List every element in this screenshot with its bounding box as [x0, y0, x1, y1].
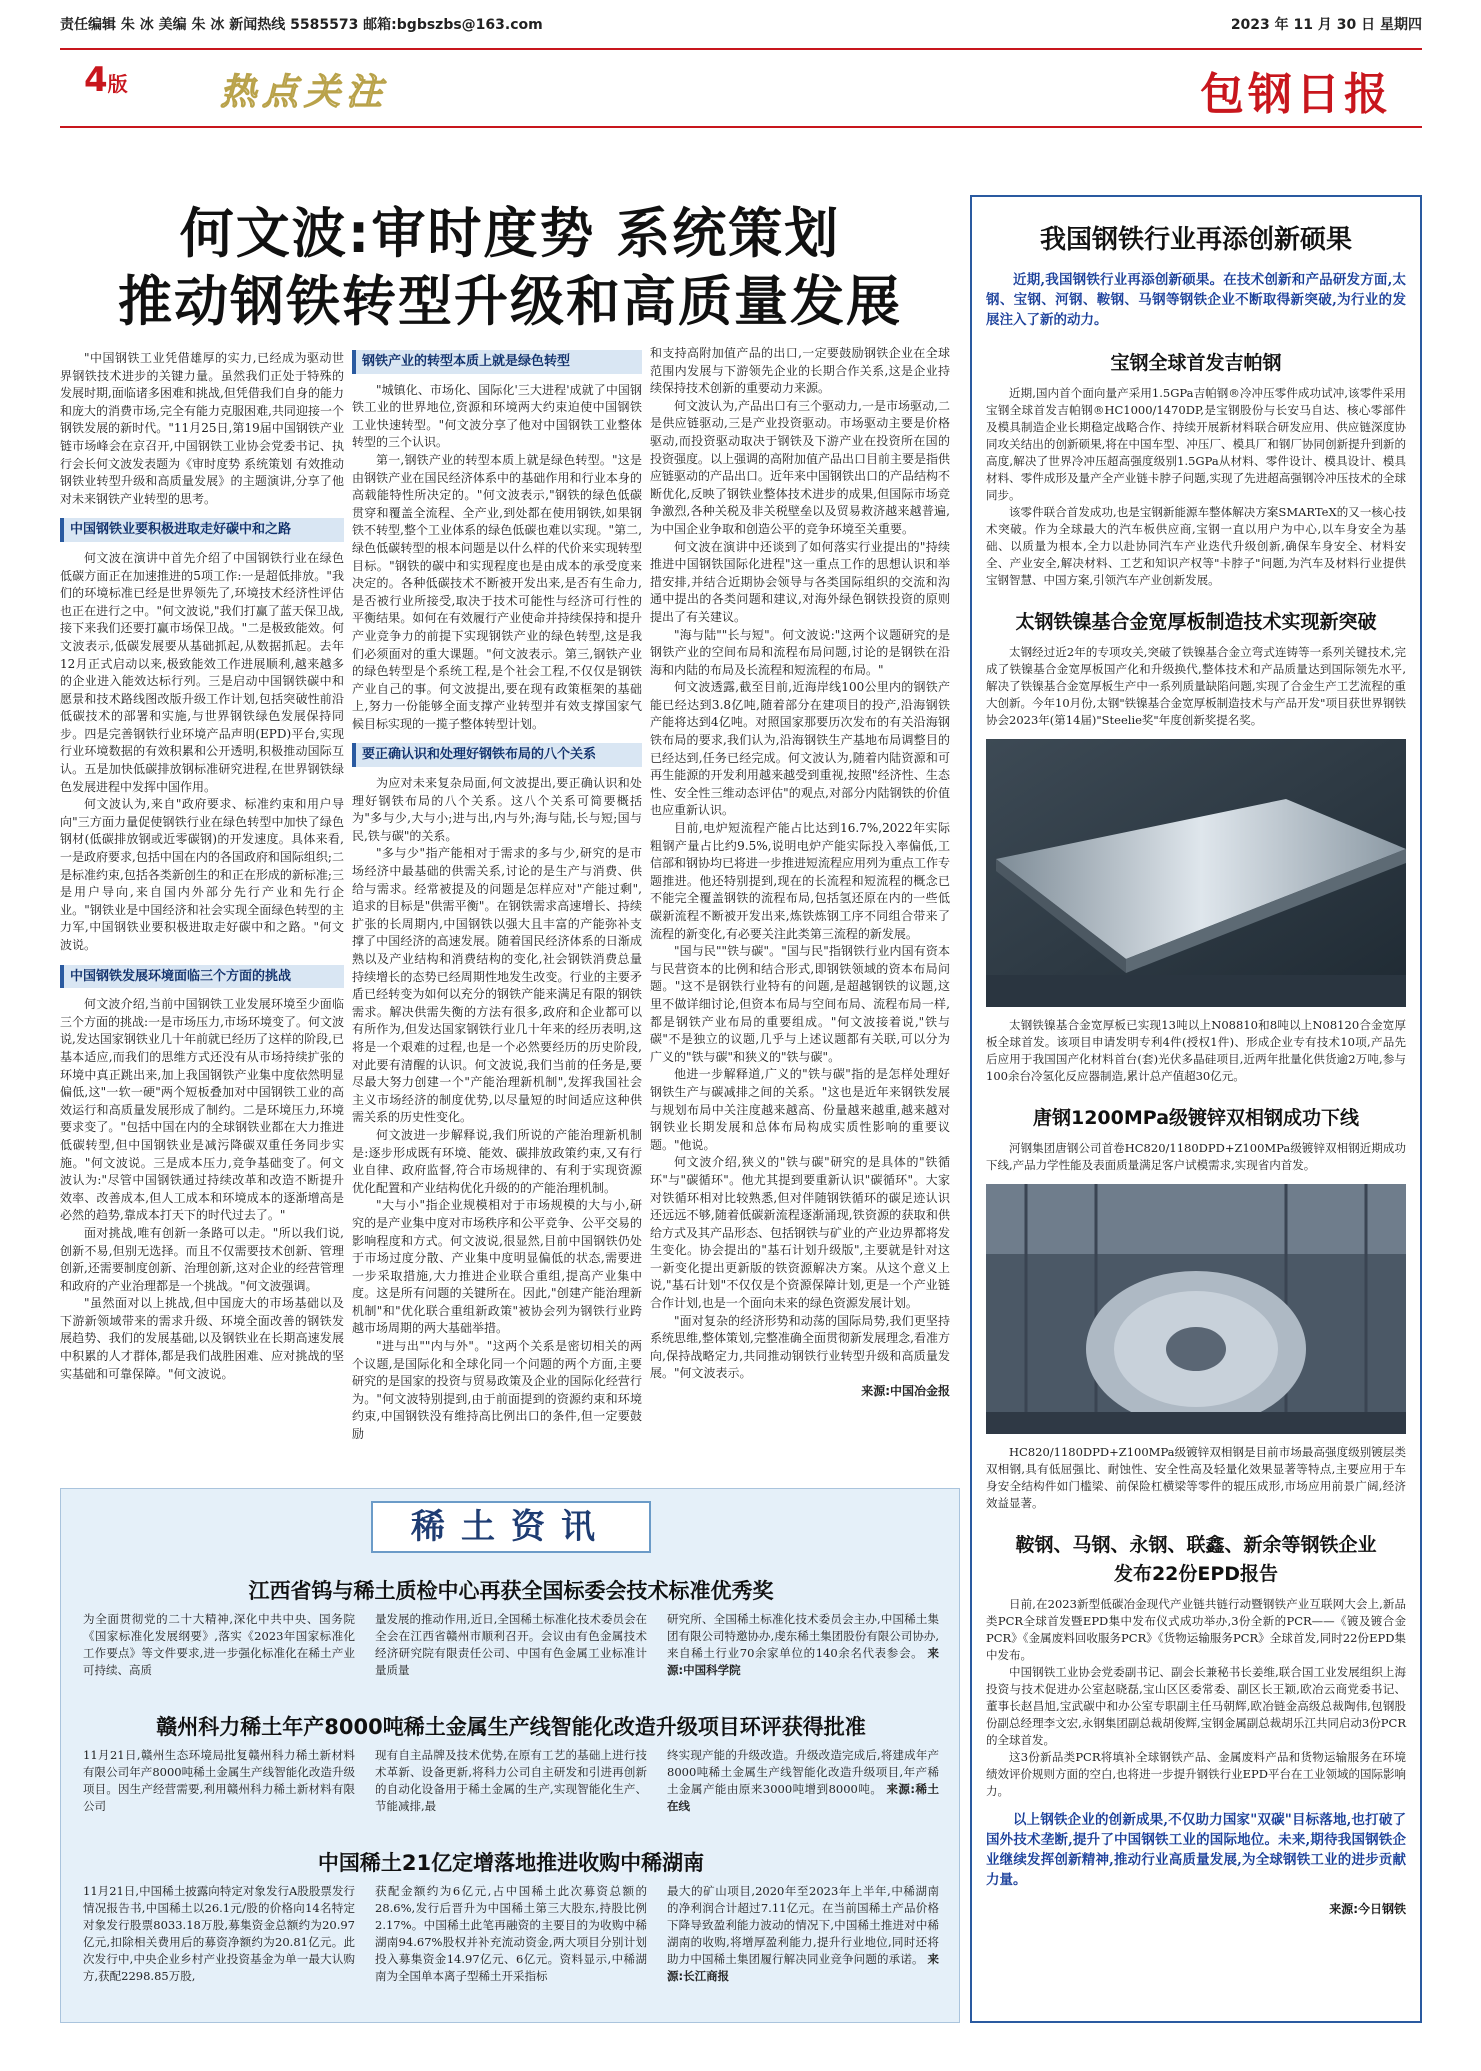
news-headline-1: 江西省钨与稀土质检中心再获全国标委会技术标准优秀奖: [248, 1579, 774, 1603]
article-column-1: [60, 350, 344, 1465]
paragraph: 第一,钢铁产业的转型本质上就是绿色转型。"这是由钢铁产业在国民经济体系中的基础作用和行业本身的高载能特性所决定的。"何文波表示,"钢铁的绿色低碳贯穿和覆盖全流程、全产业,到处都在使用钢铁,如果钢铁不转型,整个工业体系的绿色低碳也难以实现。"第二,绿色低碳转型的根本问题是以什么样的代价来实现转型目标。"钢铁的碳中和实现程度也是由成本的承受度来决定的。各种低碳技术不断被开发出来,是否有生命力,是否被行业所接受,取决于技术可能性与经济可行性的平衡结果。如何在有效履行产业使命并持续保持和提升产业竞争力的前提下实现钢铁产业的绿色转型,这是我们必须面对的重大课题。"何文波表示。第三,钢铁产业的绿色转型是个系统工程,是个社会工程,不仅仅是钢铁产业自己的事。何文波提出,要在现有政策框架的基础上,努力一份能够全面支撑产业转型并有效支撑国家气候目标实现的一揽子整体转型计划。: [352, 452, 642, 731]
sidebar-title: 我国钢铁行业再添创新硕果: [1039, 225, 1352, 255]
paragraph: "城镇化、市场化、国际化'三大进程'成就了中国钢铁工业的世界地位,资源和环境两大约束迫使中国钢铁工业快速转型。"何文波分享了他对中国钢铁工业整体转型的三个认识。: [352, 382, 642, 450]
steel-coil-image: [986, 1184, 1406, 1434]
sidebar-intro: 近期,我国钢铁行业再添创新硕果。在技术创新和产品研发方面,太钢、宝钢、河钢、鞍钢、马钢等钢铁企业不断取得新突破,为行业的发展注入了新的动力。: [986, 272, 1406, 328]
paragraph: "国与民""铁与碳"。"国与民"指钢铁行业内国有资本与民营资本的比例和结合形式,即钢铁领域的资本布局问题。"这不是钢铁行业特有的问题,是超越钢铁的议题,这里不做详细讨论,但资本布局与空间布局、流程布局一样,都是钢铁产业布局的重要组成。"何文波接着说,"铁与碳"不是独立的议题,几乎与上述议题都有关联,可以分为广义的"铁与碳"和狭义的"铁与碳"。: [650, 944, 950, 1064]
paragraph: "大与小"指企业规模相对于市场规模的大与小,研究的是产业集中度对市场秩序和公平竞争、公平交易的影响程度和方式。何文波说,很显然,目前中国钢铁仍处于市场过度分散、产业集中度明显偏低的状态,需要进一步采取措施,大力推进企业联合重组,提高产业集中度。这是所有问题的关键所在。因此,"创建产能治理新机制"和"优化联合重组新政策"被协会列为钢铁行业跨越市场周期的两大基础举措。: [352, 1198, 642, 1336]
sidebar-innovation: [970, 195, 1422, 2023]
article-column-3: [650, 345, 950, 1465]
headline-line-2: 推动钢铁转型升级和高质量发展: [118, 270, 902, 333]
paragraph: 该零件联合首发成功,也是宝钢新能源车整体解决方案SMARTeX的又一核心技术突破。作为全球最大的汽车板供应商,宝钢一直以用户为中心,以车身安全为基础、以质量为根本,全力以赴协同汽车产业迭代升级创新,确保车身安全、材料安全、产业安全,解决材料、工艺和知识产权等"卡脖子"问题,为汽车及材料行业提供宝钢智慧、中国方案,引领汽车产业创新发展。: [986, 505, 1406, 587]
paragraph: "进与出""内与外"。"这两个关系是密切相关的两个议题,是国际化和全球化同一个问题的两个方面,主要研究的是国家的投资与贸易政策及企业的国际化经营行为。"何文波特别提到,由于前面提到的资源约束和环境约束,中国钢铁没有维持高比例出口的条件,但一定要鼓励: [352, 1339, 642, 1442]
paragraph: 何文波透露,截至目前,近海岸线100公里内的钢铁产能已经达到3.8亿吨,随着部分在建项目的投产,沿海钢铁产能将达到4亿吨。对照国家那要历次发布的有关沿海钢铁布局的要求,我们认为,沿海钢铁生产基地布局调整目的已经达到,任务已经完成。何文波认为,随着内陆资源和可再生能源的开发利用越来越受到重视,按照"经济性、生态性、安全性三维动态评估"的观点,对部分内陆钢铁的价值也应重新认识。: [650, 680, 950, 818]
rare-earth-news: [60, 1488, 960, 2023]
article-intro: "中国钢铁工业凭借雄厚的实力,已经成为驱动世界钢铁技术进步的关键力量。虽然我们正处于特殊的发展时期,面临诸多困难和挑战,但凭借我们自身的能力和庞大的消费市场,完全有能力克服困难,共同迎接一个钢铁发展的新时代。"11月25日,第19届中国钢铁产业链市场峰会在京召开,中国钢铁工业协会党委书记、执行会长何文波发表题为《审时度势 系统策划 有效推动钢铁业转型升级和高质量发展》的主题演讲,分享了他对未来钢铁产业转型的思考。: [60, 351, 344, 506]
photo-caption: HC820/1180DPD+Z100MPa级镀锌双相钢是目前市场最高强度级别镀层类双相钢,具有低屈强比、耐蚀性、安全性高及轻量化效果显著等特点,主要应用于车身安全结构件如门槛梁、前保险杠横梁等零件的辊压成形,市场应用前景广阔,经济效益显著。: [986, 1445, 1406, 1510]
news-column: 获配金额约为6亿元,占中国稀土此次募资总额的28.6%,发行后晋升为中国稀土第三大股东,持股比例2.17%。中国稀土此笔再融资的主要目的为收购中稀湖南94.67%股权并补充流动资金,两大项目分别计划投入募集资金14.97亿元、6亿元。资料显示,中稀湖南为全国单本离子型稀土开采指标: [375, 1884, 647, 1983]
news-column: 为全面贯彻党的二十大精神,深化中共中央、国务院《国家标准化发展纲要》,落实《2023年国家标准化工作要点》等文件要求,进一步强化标准化在稀土产业可持续、高质: [83, 1612, 355, 1677]
paragraph: 近期,国内首个面向量产采用1.5GPa吉帕钢®冷冲压零件成功试冲,该零件采用宝钢全球首发吉帕钢®HC1000/1470DP,是宝钢股份与长安马自达、核心零部件及模具制造企业长期稳定战略合作、持续开展新材料联合研发应用、供应链深度协同攻关结出的创新硕果,将在中国车型、冲压厂、模具厂和钢厂协同创新提升到新的高度,解决了世界冷冲压超高强度级别1.5GPa从材料、零件设计、模具设计、模具材料、零件成形及量产全产业链卡脖子问题,实现了先进超高强钢冷冲压技术的全球同步。: [986, 386, 1406, 502]
news-source: 来源:长江商报: [667, 1952, 940, 1983]
news-column: 最大的矿山项目,2020年至2023年上半年,中稀湖南的净利润合计超过7.11亿元。在当前国稀土产品价格下降导致盈利能力波动的情况下,中国稀土推进对中稀湖南的收购,将增厚盈利能力,提升行业地位,同时还将助力中国稀土集团履行解决同业竞争问题的承诺。 来源:长江商报: [667, 1884, 940, 1983]
paragraph: 何文波介绍,当前中国钢铁工业发展环境至少面临三个方面的挑战:一是市场压力,市场环境变了。何文波说,发达国家钢铁业几十年前就已经历了这样的阶段,已基本适应,而我们的思维方式还没有从市场持续扩张的环境中真正跳出来,加上我国钢铁产业集中度依然明显偏低,这"一软一硬"两个短板叠加对中国钢铁工业的高效运行和高质量发展形成了制约。二是环境压力,环境要求变了。"包括中国在内的全球钢铁业都在大力推进低碳转型,但中国钢铁业是减污降碳双重任务同步实施。"何文波说。三是成本压力,竞争基础变了。何文波认为:"尽管中国钢铁通过持续改革和改造不断提升效率、改善成本,但人工成本和环境成本的逐渐增高是必然的趋势,靠成本打天下的时代过去了。": [60, 997, 344, 1223]
tangsteel-heading: 唐钢1200MPa级镀锌双相钢成功下线: [1032, 1107, 1360, 1129]
subheading-1: 中国钢铁业要积极进取走好碳中和之路: [60, 518, 344, 542]
headline-line-1: 何文波:审时度势 系统策划: [179, 202, 841, 265]
news-column: 研究所、全国稀土标准化技术委员会主办,中国稀土集团有限公司特邀协办,虔东稀土集团股份有限公司协办,来自稀土行业70余家单位的140余名代表参会。 来源:中国科学院: [667, 1612, 939, 1677]
paragraph: 为应对未来复杂局面,何文波提出,要正确认识和处理好钢铁布局的八个关系。这八个关系可简要概括为"多与少,大与小;进与出,内与外;海与陆,长与短;国与民,铁与碳"的关系。: [352, 776, 642, 843]
steel-plate-image: [986, 739, 1406, 1007]
rare-earth-title: 稀土资讯: [371, 1501, 651, 1553]
news-column: 11月21日,中国稀土披露向特定对象发行A股股票发行情况报告书,中国稀土以26.1元/股的价格向14名特定对象发行股票8033.18万股,募集资金总额约为20.97亿元,扣除相关费用后的募资净额约为20.81亿元。此次发行中,中央企业乡村产业投资基金为单一最大认购方,获配2298.85万股,: [83, 1884, 355, 1983]
paragraph: 太钢经过近2年的专项攻关,突破了铁镍基合金立弯式连铸等一系列关键技术,完成了铁镍基合金宽厚板国产化和升级换代,整体技术和产品质量达到国际领先水平,解决了铁镍基合金宽厚板生产中一系列质量缺陷问题,实现了合金生产工艺流程的重大创新。今年10月份,太钢"铁镍基合金宽厚板制造技术与产品开发"项目获世界钢铁协会2023年(第14届)"Steelie奖"年度创新奖提名奖。: [986, 645, 1406, 727]
news-column: 11月21日,赣州生态环境局批复赣州科力稀土新材料有限公司年产8000吨稀土金属生产线智能化改造升级项目。因生产经营需要,利用赣州科力稀土新材料有限公司: [83, 1748, 355, 1813]
paragraph: 和支持高附加值产品的出口,一定要鼓励钢铁企业在全球范围内发展与下游领先企业的长期合作关系,这是企业持续保持技术创新的重要动力来源。: [650, 346, 950, 396]
paragraph: 这3份新品类PCR将填补全球钢铁产品、金属废料产品和货物运输服务在环境绩效评价规则方面的空白,也将进一步提升钢铁行业EPD平台在工业领域的国际影响力。: [986, 1750, 1407, 1798]
paragraph: "海与陆""长与短"。何文波说:"这两个议题研究的是钢铁产业的空间布局和流程布局问题,讨论的是钢铁在沿海和内陆的布局及长流程和短流程的布局。": [650, 627, 950, 677]
paragraph: 面对挑战,唯有创新一条路可以走。"所以我们说,创新不易,但别无选择。而且不仅需要技术创新、管理创新,还需要制度创新、治理创新,这对企业的经营管理和政府的产业治理都是一个挑战。"何文波强调。: [60, 1225, 344, 1293]
article-source: 来源:中国冶金报: [861, 1384, 950, 1399]
sidebar-source: 来源:今日钢铁: [1329, 1902, 1406, 1916]
photo-caption: 太钢铁镍基合金宽厚板已实现13吨以上N08810和8吨以上N08120合金宽厚板全球首发。该项目申请发明专利4件(授权1件)、形成企业专有技术10项,产品先后应用于我国国产化材料首台(套)光伏多晶硅项目,近两年批量化供货逾2万吨,参与100余台冷氢化反应器制造,累计总产值超30亿元。: [986, 1018, 1406, 1083]
paragraph: 目前,电炉短流程产能占比达到16.7%,2022年实际粗钢产量占比约9.5%,说明电炉产能实际投入率偏低,工信部和钢协均已将进一步推进短流程应用列为重点工作专题推进。他还特别提到,现在的长流程和短流程的概念已不能完全覆盖钢铁的流程布局,包括氢还原在内的一些低碳新流程不断被开发出来,炼铁炼钢工序不同组合带来了流程的新变化,有必要关注此类第三流程的新发展。: [650, 821, 950, 941]
paragraph: 何文波认为,产品出口有三个驱动力,一是市场驱动,二是供应链驱动,三是产业投资驱动。市场驱动主要是价格驱动,而投资驱动取决于钢铁及下游产业在投资所在国的投资强度。以上强调的高附加值产品出口目前主要是指供应链驱动的产品出口。近年来中国钢铁出口的产品结构不断优化,反映了钢铁业整体技术进步的成果,但国际市场竞争激烈,各种关税及非关税壁垒以及贸易救济越来越普遍,为中国企业争取和创造公平的竞争环境至关重要。: [650, 398, 950, 536]
news-headline-2: 赣州科力稀土年产8000吨稀土金属生产线智能化改造升级项目环评获得批准: [156, 1715, 866, 1739]
steel-plate-photo: [986, 739, 1406, 1007]
epd-heading-1: 鞍钢、马钢、永钢、联鑫、新余等钢铁企业: [1015, 1534, 1377, 1556]
paragraph: "面对复杂的经济形势和动荡的国际局势,我们更坚持系统思维,整体策划,完整准确全面贯彻新发展理念,看准方向,保持战略定力,共同推动钢铁行业转型升级和高质量发展。"何文波表示。: [650, 1313, 950, 1381]
paragraph: 何文波介绍,狭义的"铁与碳"研究的是具体的"铁循环"与"碳循环"。他尤其提到要重新认识"碳循环"。大家对铁循环相对比较熟悉,但对伴随钢铁循环的碳足迹认识还远远不够,随着低碳新流程逐渐涌现,铁资源的获取和供给方式及其产品形态、包括钢铁与矿业的产业边界都将发生变化。协会提出的"基石计划升级版",主要就是针对这一新变化提出更新版的铁资源解决方案。从这个意义上说,"基石计划"不仅仅是个资源保障计划,更是一个产业链合作计划,也是一个面向未来的绿色资源发展计划。: [650, 1155, 950, 1311]
top-bar: [60, 14, 1422, 38]
news-headline-3: 中国稀土21亿定增落地推进收购中稀湖南: [317, 1851, 705, 1875]
subheading-3: 钢铁产业的转型本质上就是绿色转型: [352, 350, 642, 374]
sidebar-closing: 以上钢铁企业的创新成果,不仅助力国家"双碳"目标落地,也打破了国外技术垄断,提升了中国钢铁工业的国际地位。未来,期待我国钢铁企业继续发挥创新精神,推动行业高质量发展,为全球钢铁工业的进步贡献力量。: [986, 1812, 1406, 1888]
section-banner: [60, 48, 1422, 128]
news-body-1: [83, 1611, 939, 1679]
epd-heading-2: 发布22份EPD报告: [1113, 1563, 1279, 1585]
paragraph: 何文波进一步解释说,我们所说的产能治理新机制是:逐步形成既有环境、能效、碳排放政策约束,又有行业自律、政府监督,符合市场规律的、有利于实现资源优化配置和产业结构优化升级的的产能治理机制。: [352, 1127, 642, 1195]
headline: [60, 200, 960, 336]
issue-date: 2023 年 11 月 30 日 星期四: [1230, 17, 1422, 33]
news-body-3: [83, 1883, 939, 1985]
paragraph: "虽然面对以上挑战,但中国庞大的市场基础以及下游新领域带来的需求升级、环境全面改善的钢铁发展趋势、我们的发展基础,以及钢铁业在长期高速发展中积累的人才群体,都是我们战胜困难、应对挑战的坚实基础和可靠保障。"何文波说。: [60, 1296, 344, 1381]
paragraph: 何文波认为,来自"政府要求、标准约束和用户导向"三方面力量促使钢铁行业在绿色转型中加快了绿色钢材(低碳排放钢或近零碳钢)的开发速度。具体来看,一是政府要求,包括中国在内的各国政府和国际组织;二是标准约束,包括各类新创生的和正在形成的新标准;三是用户导向,来自国内外部分先行产业和先行企业。"钢铁业是中国经济和社会实现全面绿色转型的主力军,中国钢铁业要积极进取走好碳中和之路。"何文波说。: [60, 797, 344, 952]
paragraph: 日前,在2023新型低碳冶金现代产业链共链行动暨钢铁产业互联网大会上,新品类PCR全球首发暨EPD集中发布仪式成功举办,3份全新的PCR——《镀及镀合金PCR》《金属废料回收服务PCR》《货物运输服务PCR》全球首发,同时22份EPD集中发布。: [986, 1597, 1406, 1662]
news-source: 来源:中国科学院: [667, 1646, 939, 1677]
news-body-2: [83, 1747, 939, 1815]
editor-info: 责任编辑 朱 冰 美编 朱 冰 新闻热线 5585573 邮箱:bgbszbs@163.com: [60, 17, 543, 33]
paragraph: 他进一步解释道,广义的"铁与碳"指的是怎样处理好钢铁生产与碳减排之间的关系。"这也是近年来钢铁发展与规划布局中关注度越来越高、份量越来越重,越来越对钢铁业长期发展和总体布局构成实质性影响的重要议题。"他说。: [650, 1067, 950, 1152]
taisteel-heading: 太钢铁镍基合金宽厚板制造技术实现新突破: [1015, 611, 1377, 633]
steel-coil-photo: [986, 1184, 1406, 1434]
news-column: 终实现产能的升级改造。升级改造完成后,将建成年产8000吨稀土金属生产线智能化改造升级项目,年产稀土金属产能由原来3000吨增到8000吨。 来源:稀土在线: [667, 1748, 939, 1813]
article-column-2: [352, 350, 642, 1465]
subheading-4: 要正确认识和处理好钢铁布局的八个关系: [352, 743, 642, 767]
news-column: 现有自主品牌及技术优势,在原有工艺的基础上进行技术革新、设备更新,将科力公司自主研发和引进再创新的自动化设备用于稀土金属的生产,实现智能化生产、节能减排,最: [375, 1748, 647, 1813]
subheading-2: 中国钢铁发展环境面临三个方面的挑战: [60, 965, 344, 989]
paragraph: 何文波在演讲中首先介绍了中国钢铁行业在绿色低碳方面正在加速推进的5项工作:一是超低排放。"我们的环境标准已经是世界领先了,环境技术经济性评估也正在进行之中。"何文波说,"我们打赢了蓝天保卫战,接下来我们还要打赢市场保卫战。"二是极致能效。何文波表示,低碳发展要从基础抓起,从数据抓起。去年12月正式启动以来,极致能效工作进展顺利,越来越多的企业进入能效达标行列。三是启动中国钢铁碳中和愿景和技术路线图改版升级工作计划,包括突破性前沿低碳技术的部署和实施,与世界钢铁绿色发展保持同步。四是完善钢铁行业环境产品声明(EPD)平台,实现行业环境数据的有效积累和公开透明,积极推动国际互认。五是加快低碳排放钢标准研究进程,在世界钢铁绿色发展进程中发挥中国作用。: [60, 550, 344, 794]
newspaper-logo: 包钢日报: [1200, 69, 1392, 120]
paragraph: 何文波在演讲中还谈到了如何落实行业提出的"持续推进中国钢铁国际化进程"这一重点工作的思想认识和举措安排,并结合近期协会领导与各类国际组织的交流和沟通中提出的各类问题和建议,对海外绿色钢铁投资的原则提出了有关建议。: [650, 539, 950, 624]
paragraph: "多与少"指产能相对于需求的多与少,研究的是市场经济中最基础的供需关系,讨论的是生产与消费、供给与需求。经常被提及的问题是怎样应对"产能过剩",追求的目标是"供需平衡"。在钢铁需求高速增长、持续扩张的长周期内,中国钢铁以强大且丰富的产能弥补支撑了中国经济的高速发展。随着国民经济体系的日渐成熟以及产业结构和消费结构的变化,社会钢铁消费总量持续增长的态势已经周期性地发生改变。行业的主要矛盾已经转变为如何以充分的钢铁产能来满足有限的钢铁需求。解决供需失衡的方法有很多,政府和企业都可以有所作为,但发达国家钢铁行业几十年来的经历表明,这将是一个艰难的过程,也是一个必然要经历的历史阶段,对此要有清醒的认识。何文波说,我们当前的任务是,要尽最大努力创建一个"产能治理新机制",发挥我国社会主义市场经济的制度优势,以尽量短的时间适应这种供需关系的历史性变化。: [352, 846, 642, 1125]
news-source: 来源:稀土在线: [667, 1782, 939, 1813]
paragraph: 河钢集团唐钢公司首卷HC820/1180DPD+Z100MPa级镀锌双相钢近期成功下线,产品力学性能及表面质量满足客户试模需求,实现省内首发。: [986, 1141, 1406, 1172]
news-column: 量发展的推动作用,近日,全国稀土标准化技术委员会在全会在江西省赣州市顺利召开。会议由有色金属技术经济研究院有限责任公司、中国有色金属工业标准计量质量: [375, 1612, 647, 1677]
section-title: 热点关注: [220, 72, 389, 113]
page-number: 4版: [84, 60, 128, 100]
baosteel-heading: 宝钢全球首发吉帕钢: [1110, 352, 1282, 374]
paragraph: 中国钢铁工业协会党委副书记、副会长兼秘书长姜维,联合国工业发展组织上海投资与技术促进办公室赵晓磊,宝山区区委常委、副区长王颖,欧冶云商党委书记、董事长赵昌旭,宝武碳中和办公室专职副主任马朝辉,欧冶链金高级总裁陶伟,包钢股份副总经理李文宏,永钢集团副总裁胡俊辉,宝钢金属副总裁胡乐江共同启动3份PCR的全球首发。: [986, 1665, 1406, 1747]
